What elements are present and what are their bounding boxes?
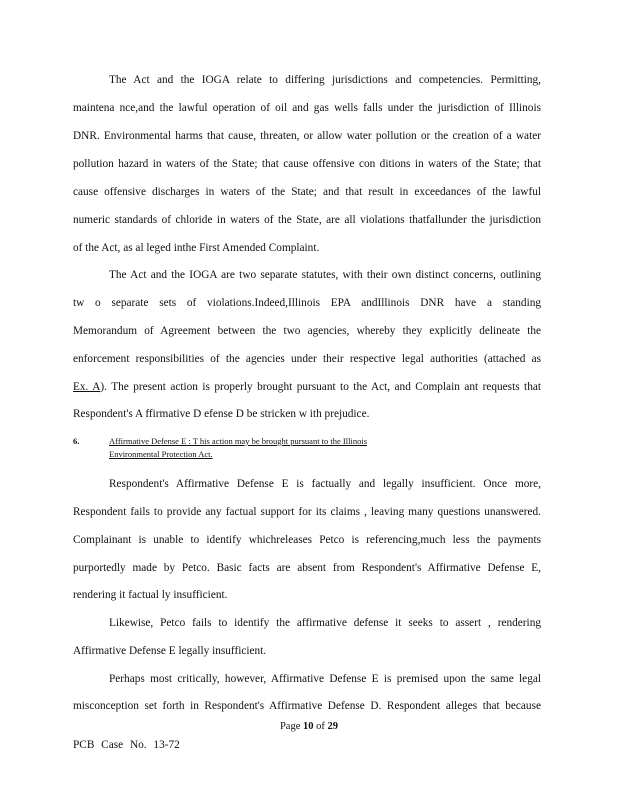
page-number-footer <box>0 720 618 734</box>
paragraph-3-line-4: purportedly made by Petco. Basic facts are absent from Respondent's Affirmative Defense E, <box>73 562 541 574</box>
heading-line-2: Environmental Protection Act. <box>109 449 213 459</box>
exhibit-reference: Ex. A <box>73 381 101 393</box>
paragraph-3-line-5: rendering it factual ly insufficient. <box>73 589 228 601</box>
paragraph-4-line-2: Affirmative Defense E legally insufficient. <box>73 645 267 657</box>
heading-line-1: Affirmative Defense E : T his action may be brought pursuant to the Illinois <box>109 436 368 446</box>
paragraph-3-line-1: Respondent's Affirmative Defense E is factually and legally insufficient. Once more, <box>109 478 541 490</box>
page-label: Page <box>279 721 301 732</box>
heading-number: 6. <box>73 436 80 446</box>
paragraph-5-line-1: Perhaps most critically, however, Affirmative Defense E is premised upon the same legal <box>109 673 541 685</box>
paragraph-2-line-2: tw o separate sets of violations.Indeed,Illinois EPA andIllinois DNR have a standing <box>73 297 541 309</box>
paragraph-5-line-2: misconception set forth in Respondent's Affirmative Defense D. Respondent alleges that because <box>73 700 541 712</box>
paragraph-2-line-6: Respondent's A ffirmative D efense D be stricken w ith prejudice. <box>73 408 370 420</box>
paragraph-1-line-4: pollution hazard in waters of the State; that cause offensive con ditions in waters of the State; that <box>73 158 541 170</box>
case-number-footer: PCB Case No. 13-72 <box>73 739 180 751</box>
paragraph-4-line-1: Likewise, Petco fails to identify the affirmative defense it seeks to assert , rendering <box>109 617 541 629</box>
page-number: 10 <box>303 721 314 732</box>
paragraph-1-line-1: The Act and the IOGA relate to differing jurisdictions and competencies. Permitting, <box>109 74 541 86</box>
page-total: 29 <box>327 721 339 732</box>
paragraph-1-line-6: numeric standards of chloride in waters of the State, are all violations thatfallunder the jurisdiction <box>73 214 541 226</box>
paragraph-3-line-3: Complainant is unable to identify whichreleases Petco is referencing,much less the payments <box>73 534 541 546</box>
paragraph-2-line-3: Memorandum of Agreement between the two agencies, whereby they explicitly delineate the <box>73 325 541 337</box>
paragraph-2-line-1: The Act and the IOGA are two separate statutes, with their own distinct concerns, outlining <box>109 269 541 281</box>
paragraph-1-line-2: maintena nce,and the lawful operation of oil and gas wells falls under the jurisdiction of Illinois <box>73 102 541 114</box>
paragraph-1-line-5: cause offensive discharges in waters of the State; and that result in exceedances of the lawful <box>73 186 541 198</box>
paragraph-3-line-2: Respondent fails to provide any factual support for its claims , leaving many questions unanswered. <box>73 506 541 518</box>
paragraph-2-line-4: enforcement responsibilities of the agencies under their respective legal authorities (attached as <box>73 353 541 365</box>
paragraph-1-line-7: of the Act, as al leged inthe First Amended Complaint. <box>73 242 320 254</box>
paragraph-1-line-3: DNR. Environmental harms that cause, threaten, or allow water pollution or the creation of a water <box>73 130 541 142</box>
of-label: of <box>316 721 325 732</box>
paragraph-2-line-5: Ex. A). The present action is properly brought pursuant to the Act, and Complain ant requests that <box>73 381 541 393</box>
